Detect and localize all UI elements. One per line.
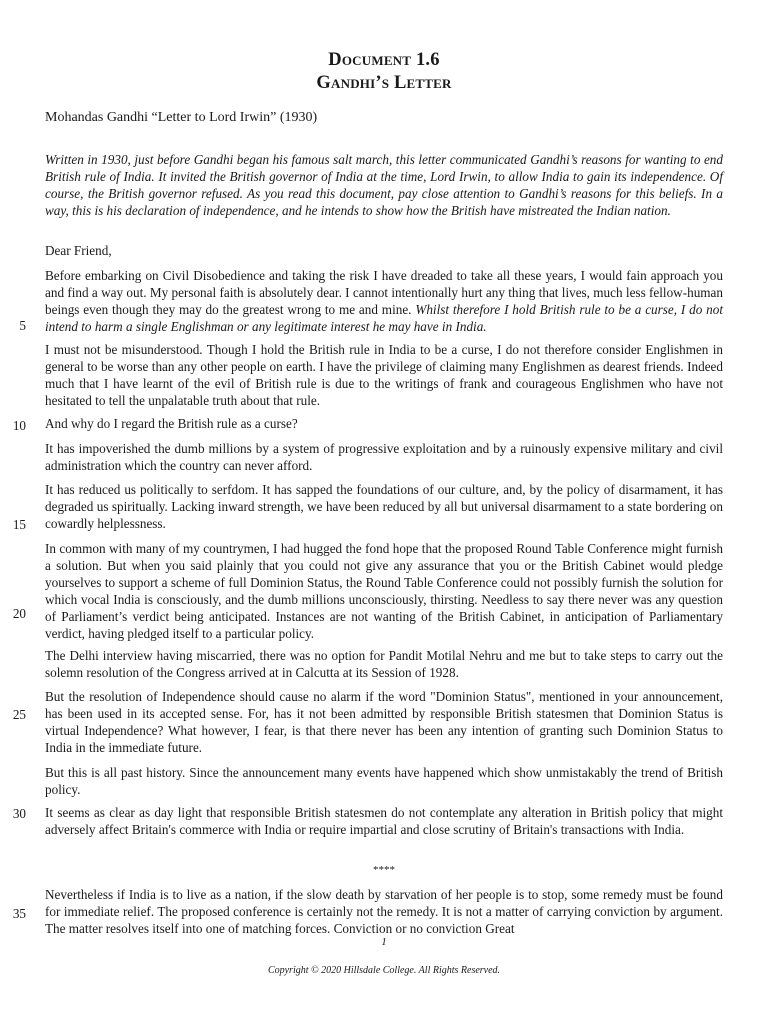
paragraph-1-italic: Whilst therefore I hold British rule to be a curse, I do not intend to harm a single Englishman or any legitimate interest he may have in India. xyxy=(45,301,724,334)
document-number-heading: Document 1.6 xyxy=(328,50,440,70)
line-number: 30 xyxy=(12,806,26,821)
intro-paragraph: Written in 1930, just before Gandhi began his famous salt march, this letter communicated Gandhi’s reasons for wanting to end British rule of India. It invited the British governor of India at the time, Lord Irwin, to allow India to gain its independence. Of course, the British governor refused. As you read this document, pay close attention to Gandhi’s reasons for this beliefs. In a way, this is his declaration of independence, and he intends to show how the British have mistreated the Indian nation. xyxy=(45,152,723,218)
paragraph-4: It has impoverished the dumb millions by a system of progressive exploitation and by a ruinously expensive military and civil administration which the country can never afford. xyxy=(45,441,723,473)
line-number: 15 xyxy=(12,517,26,532)
paragraph-1 xyxy=(45,268,723,336)
paragraph-6: In common with many of my countrymen, I had hugged the fond hope that the proposed Round Table Conference might furnish a solution. But when you said plainly that you could not give any assurance that you or the British Cabinet would pledge yourselves to support a scheme of full Dominion Status, the Round Table Conference could not possibly furnish the solution for which vocal India is consciously, and the dumb millions unconsciously, thirsting. Needless to say there never was any question of Parliament’s verdict being anticipated. Instances are not wanting of the British Cabinet, in anticipation of Parliamentary verdict, having pledged itself to a particular policy. xyxy=(45,541,723,641)
document-title-heading: Gandhi’s Letter xyxy=(316,73,452,93)
line-number: 5 xyxy=(19,318,26,333)
paragraph-7: The Delhi interview having miscarried, there was no option for Pandit Motilal Nehru and me but to take steps to carry out the solemn resolution of the Congress arrived at in Calcutta at its Session of 1928. xyxy=(45,648,723,680)
line-number: 25 xyxy=(12,707,26,722)
paragraph-8: But the resolution of Independence should cause no alarm if the word "Dominion Status", mentioned in your announcement, has been used in its accepted sense. For, has it not been admitted by responsible British statesmen that Dominion Status is virtual Independence? What however, I fear, is that there never has been any intention of granting such Dominion Status to India in the immediate future. xyxy=(45,689,723,755)
paragraph-11: Nevertheless if India is to live as a nation, if the slow death by starvation of her people is to stop, some remedy must be found for immediate relief. The proposed conference is certainly not the remedy. It is not a matter of carrying conviction by argument. The matter resolves itself into one of matching forces. Conviction or no conviction Great xyxy=(45,887,723,936)
paragraph-9: But this is all past history. Since the announcement many events have happened which show unmistakably the trend of British policy. xyxy=(45,765,723,797)
line-number: 35 xyxy=(12,906,26,921)
paragraph-5: It has reduced us politically to serfdom. It has sapped the foundations of our culture, and, by the policy of disarmament, it has degraded us spiritually. Lacking inward strength, we have been reduced by all but universal disarmament to a state bordering on cowardly helplessness. xyxy=(45,482,723,531)
source-citation: Mohandas Gandhi “Letter to Lord Irwin” (1930) xyxy=(45,110,318,125)
paragraph-1-text: Before embarking on Civil Disobedience and taking the risk I have dreaded to take all these years, I would fain approach you and find a way out. My personal faith is absolutely dear. I cannot intentionally hurt any thing that lives, much less fellow-human beings even though they may do the greatest wrong to me and mine. xyxy=(45,268,723,317)
paragraph-2: I must not be misunderstood. Though I hold the British rule in India to be a curse, I do not therefore consider Englishmen in general to be worse than any other people on earth. I have the privilege of claiming many Englishmen as dearest friends. Indeed much that I have learnt of the evil of British rule is due to the writings of frank and courageous Englishmen who have not hesitated to tell the unpalatable truth about that rule. xyxy=(45,342,723,408)
line-number: 20 xyxy=(12,606,26,621)
paragraph-10: It seems as clear as day light that responsible British statesmen do not contemplate any alteration in British policy that might adversely affect Britain's commerce with India or require impartial and close scrutiny of Britain's transactions with India. xyxy=(45,805,723,837)
line-number: 10 xyxy=(12,418,26,433)
section-separator: **** xyxy=(373,864,395,876)
copyright-notice: Copyright © 2020 Hillsdale College. All Rights Reserved. xyxy=(267,965,501,976)
paragraph-3: And why do I regard the British rule as a curse? xyxy=(45,416,298,431)
greeting: Dear Friend, xyxy=(45,243,112,258)
page-number: 1 xyxy=(381,936,387,948)
